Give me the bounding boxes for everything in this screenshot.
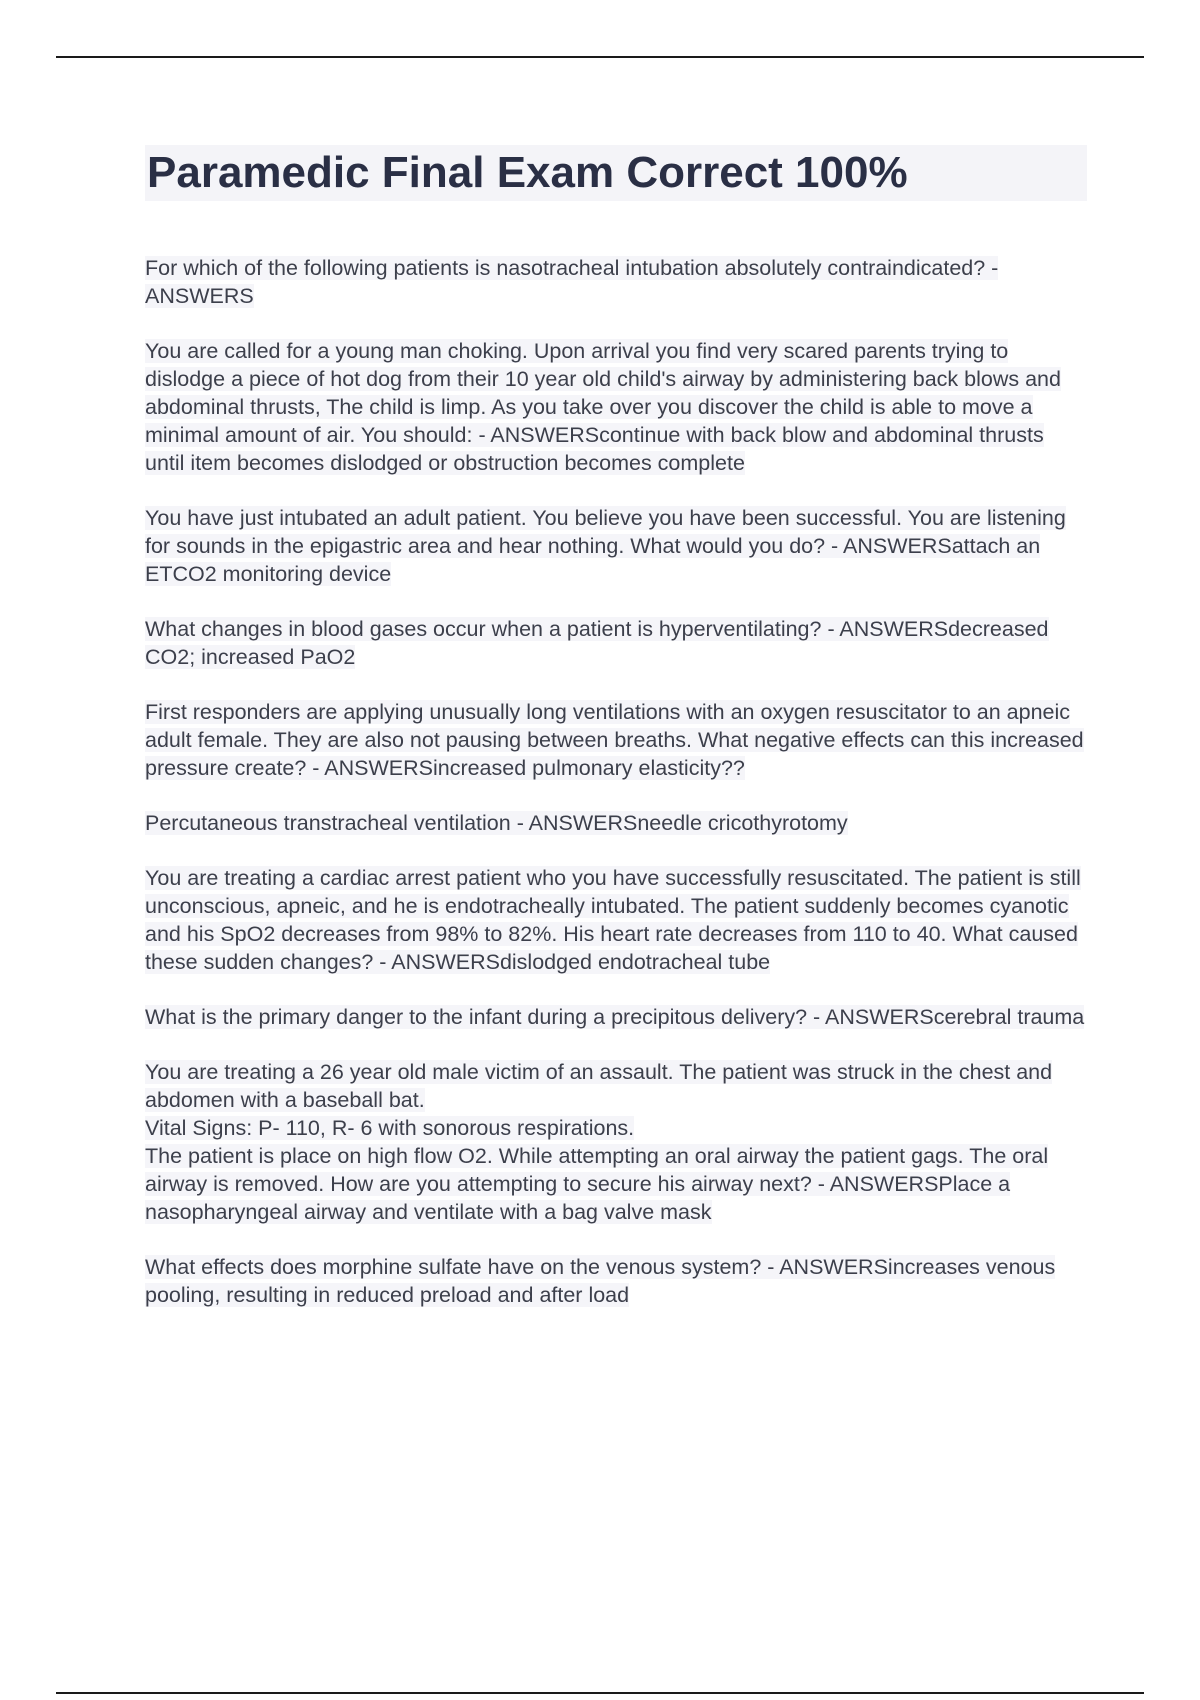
qa-item-3: [145, 504, 1087, 588]
document-title: Paramedic Final Exam Correct 100%: [145, 145, 1087, 201]
qa-item-5: [145, 698, 1087, 782]
qa-item-8: [145, 1003, 1087, 1031]
qa-text: For which of the following patients is nasotracheal intubation absolutely contraindicated? - ANSWERS: [145, 256, 999, 308]
qa-item-9: [145, 1058, 1087, 1226]
qa-item-4: [145, 615, 1087, 671]
qa-text: What changes in blood gases occur when a patient is hyperventilating? - ANSWERSdecreased CO2; increased PaO2: [145, 617, 1049, 669]
qa-text: Percutaneous transtracheal ventilation - ANSWERSneedle cricothyrotomy: [145, 811, 848, 835]
qa-text: What effects does morphine sulfate have on the venous system? - ANSWERSincreases venous pooling, resulting in reduced preload and after load: [145, 1255, 1056, 1307]
qa-item-2: [145, 337, 1087, 477]
qa-item-7: [145, 864, 1087, 976]
qa-text: What is the primary danger to the infant during a precipitous delivery? - ANSWERScerebral trauma: [145, 1005, 1085, 1029]
qa-text: You are treating a 26 year old male victim of an assault. The patient was struck in the chest and abdomen with a baseball bat. Vital Signs: P- 110, R- 6 with sonorous respirations. The patient is place on high flow O2. While attempting an oral airway the patient gags. The oral airway is removed. How are you attempting to secure his airway next? - ANSWERSPlace a nasopharyngeal airway and ventilate with a bag valve mask: [145, 1060, 1053, 1224]
document-body: [145, 145, 1087, 1336]
top-rule: [56, 56, 1144, 58]
qa-text: You are treating a cardiac arrest patient who you have successfully resuscitated. The patient is still unconscious, apneic, and he is endotracheally intubated. The patient suddenly becomes cyanotic and his SpO2 decreases from 98% to 82%. His heart rate decreases from 110 to 40. What caused these sudden changes? - ANSWERSdislodged endotracheal tube: [145, 866, 1081, 974]
qa-text: First responders are applying unusually long ventilations with an oxygen resuscitator to an apneic adult female. They are also not pausing between breaths. What negative effects can this increased pressure create? - ANSWERSincreased pulmonary elasticity??: [145, 700, 1084, 780]
qa-item-6: [145, 809, 1087, 837]
qa-item-10: [145, 1253, 1087, 1309]
bottom-rule: [56, 1692, 1144, 1694]
qa-text: You are called for a young man choking. Upon arrival you find very scared parents trying to dislodge a piece of hot dog from their 10 year old child's airway by administering back blows and abdominal thrusts, The child is limp. As you take over you discover the child is able to move a minimal amount of air. You should: - ANSWERScontinue with back blow and abdominal thrusts until item becomes dislodged or obstruction becomes complete: [145, 339, 1061, 475]
qa-text: You have just intubated an adult patient. You believe you have been successful. You are listening for sounds in the epigastric area and hear nothing. What would you do? - ANSWERSattach an ETCO2 monitoring device: [145, 506, 1066, 586]
qa-item-1: [145, 254, 1087, 310]
qa-list: [145, 254, 1087, 1309]
